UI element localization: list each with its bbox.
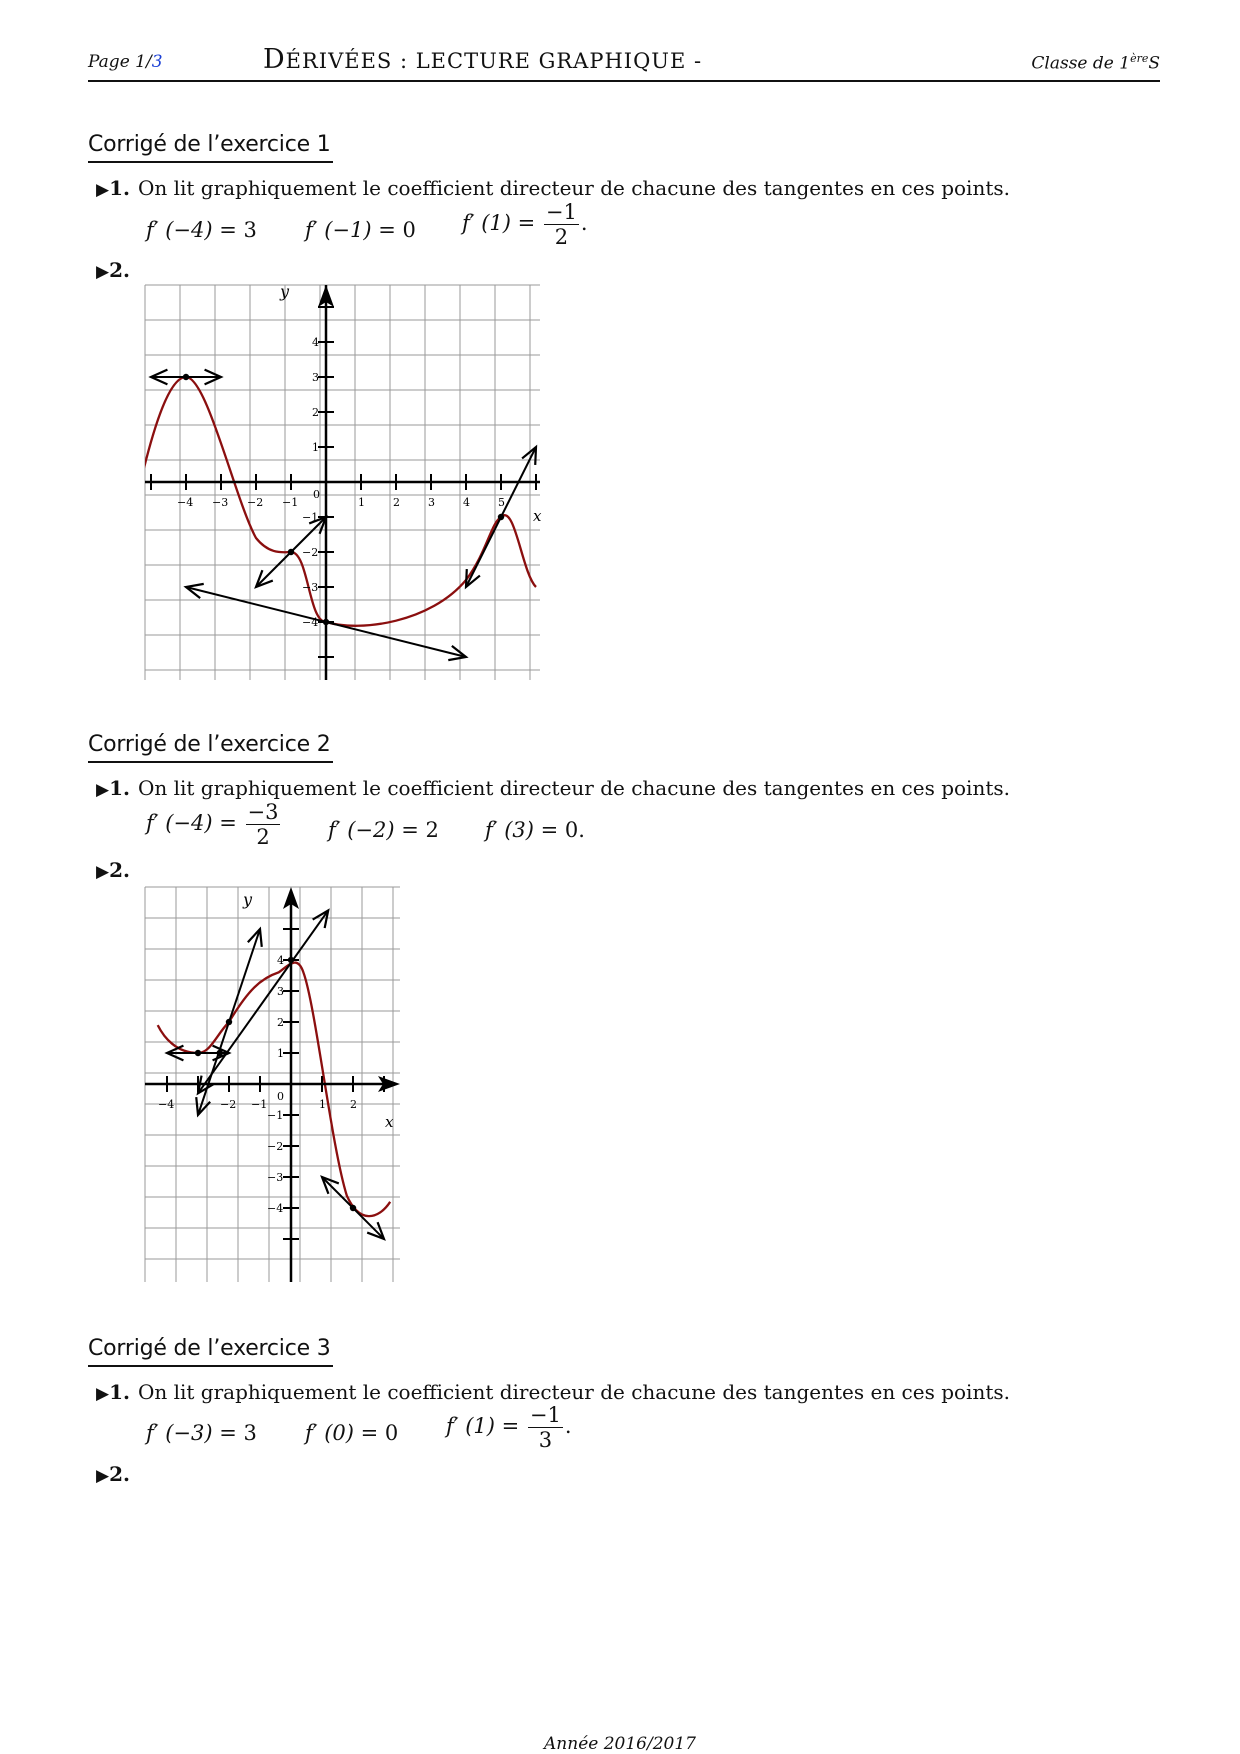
- x-tick-label: −2: [220, 1098, 237, 1111]
- bullet-icon: ▶: [96, 180, 110, 200]
- x-tick-label: 1: [358, 496, 365, 509]
- exercise-1-question-1: ▶1. On lit graphiquement le coefficient directeur de chacune des tangentes en ces points.: [96, 176, 1010, 200]
- exercise-3-result-2: f′ (0) = 0: [305, 1421, 399, 1445]
- graph-1-axes: [145, 285, 540, 680]
- tangent-point: [183, 374, 189, 380]
- x-tick-label: 1: [319, 1098, 326, 1111]
- exercise-3-title: Corrigé de l’exercice 3: [88, 1336, 333, 1367]
- y-tick-label: 1: [277, 1047, 284, 1060]
- y-tick-label: −2: [302, 546, 319, 559]
- y-tick-label: −4: [267, 1202, 284, 1215]
- y-tick-label: −4: [302, 616, 319, 629]
- tangent-point: [350, 1205, 356, 1211]
- exercise-2-result-1: f′ (−4) = $\frac{-3}{2}$: [146, 800, 279, 849]
- graph-2-y-label: y: [243, 890, 253, 909]
- y-tick-label: 1: [312, 441, 319, 454]
- graph-1: [145, 282, 542, 680]
- exercise-2-question-1: ▶1. On lit graphiquement le coefficient directeur de chacune des tangentes en ces points.: [96, 776, 1010, 800]
- tangent-line: [198, 910, 328, 1093]
- bullet-icon: ▶: [96, 862, 110, 882]
- graph-1-x-label: x: [533, 507, 542, 525]
- y-tick-label: 3: [312, 371, 319, 384]
- page-header: [88, 44, 1160, 82]
- y-tick-label: 4: [312, 336, 319, 349]
- graph-2-x-label: x: [385, 1113, 394, 1131]
- y-tick-label: 4: [277, 954, 284, 967]
- bullet-icon: ▶: [96, 780, 110, 800]
- y-tick-label: −2: [267, 1140, 284, 1153]
- page-number: Page 1/3: [88, 52, 163, 72]
- x-tick-label: 4: [463, 496, 470, 509]
- x-tick-label: −4: [158, 1098, 175, 1111]
- exercise-1-title: Corrigé de l’exercice 1: [88, 132, 333, 163]
- x-tick-label: −3: [212, 496, 229, 509]
- graph-1-tangents: [151, 370, 536, 660]
- graph-2-tangents: [167, 910, 384, 1239]
- y-tick-label: −1: [302, 511, 319, 524]
- y-tick-label: 2: [312, 406, 319, 419]
- function-curve: [144, 377, 536, 626]
- y-tick-label: 3: [277, 985, 284, 998]
- x-tick-label: −1: [251, 1098, 268, 1111]
- page-footer: Année 2016/2017: [544, 1734, 696, 1754]
- bullet-icon: ▶: [96, 1466, 110, 1486]
- exercise-2-result-3: f′ (3) = 0.: [485, 818, 585, 842]
- y-tick-label: 2: [277, 1016, 284, 1029]
- exercise-1-question-2: ▶2.: [96, 258, 130, 282]
- exercise-1-result-3: f′ (1) = $\frac{-1}{2}$ .: [462, 200, 588, 249]
- exercise-3-question-2: ▶2.: [96, 1462, 130, 1486]
- exercise-2-title: Corrigé de l’exercice 2: [88, 732, 333, 763]
- x-tick-label: −4: [177, 496, 194, 509]
- tangent-point: [498, 514, 504, 520]
- y-tick-label: −3: [302, 581, 319, 594]
- tangent-point: [288, 549, 294, 555]
- page-total-link[interactable]: 3: [151, 52, 163, 72]
- x-tick-label: 2: [393, 496, 400, 509]
- graph-2-origin-label: 0: [277, 1090, 284, 1103]
- bullet-icon: ▶: [96, 1384, 110, 1404]
- exercise-2-result-2: f′ (−2) = 2: [328, 818, 439, 842]
- graph-1-y-label: y: [280, 282, 290, 301]
- y-tick-label: −1: [267, 1109, 284, 1122]
- exercise-3-result-1: f′ (−3) = 3: [146, 1421, 257, 1445]
- x-tick-label: 2: [350, 1098, 357, 1111]
- exercise-1-result-1: f′ (−4) = 3: [146, 218, 257, 242]
- tangent-point: [195, 1050, 201, 1056]
- x-tick-label: 3: [428, 496, 435, 509]
- graph-1-origin-label: 0: [313, 488, 320, 501]
- y-tick-label: −3: [267, 1171, 284, 1184]
- class-label: Classe de 1èreS: [1031, 52, 1160, 74]
- tangent-point: [217, 1050, 223, 1056]
- bullet-icon: ▶: [96, 262, 110, 282]
- x-tick-label: −1: [282, 496, 299, 509]
- document-title: DÉRIVÉES : LECTURE GRAPHIQUE -: [263, 44, 703, 75]
- exercise-3-result-3: f′ (1) = $\frac{-1}{3}$ .: [446, 1403, 572, 1452]
- x-tick-label: −2: [247, 496, 264, 509]
- exercise-2-question-2: ▶2.: [96, 858, 130, 882]
- tangent-point: [226, 1019, 232, 1025]
- exercise-1-result-2: f′ (−1) = 0: [305, 218, 416, 242]
- graph-1-curve: [144, 377, 536, 626]
- graph-2: [145, 887, 400, 1282]
- x-tick-label: 5: [498, 496, 505, 509]
- exercise-3-question-1: ▶1. On lit graphiquement le coefficient directeur de chacune des tangentes en ces points.: [96, 1380, 1010, 1404]
